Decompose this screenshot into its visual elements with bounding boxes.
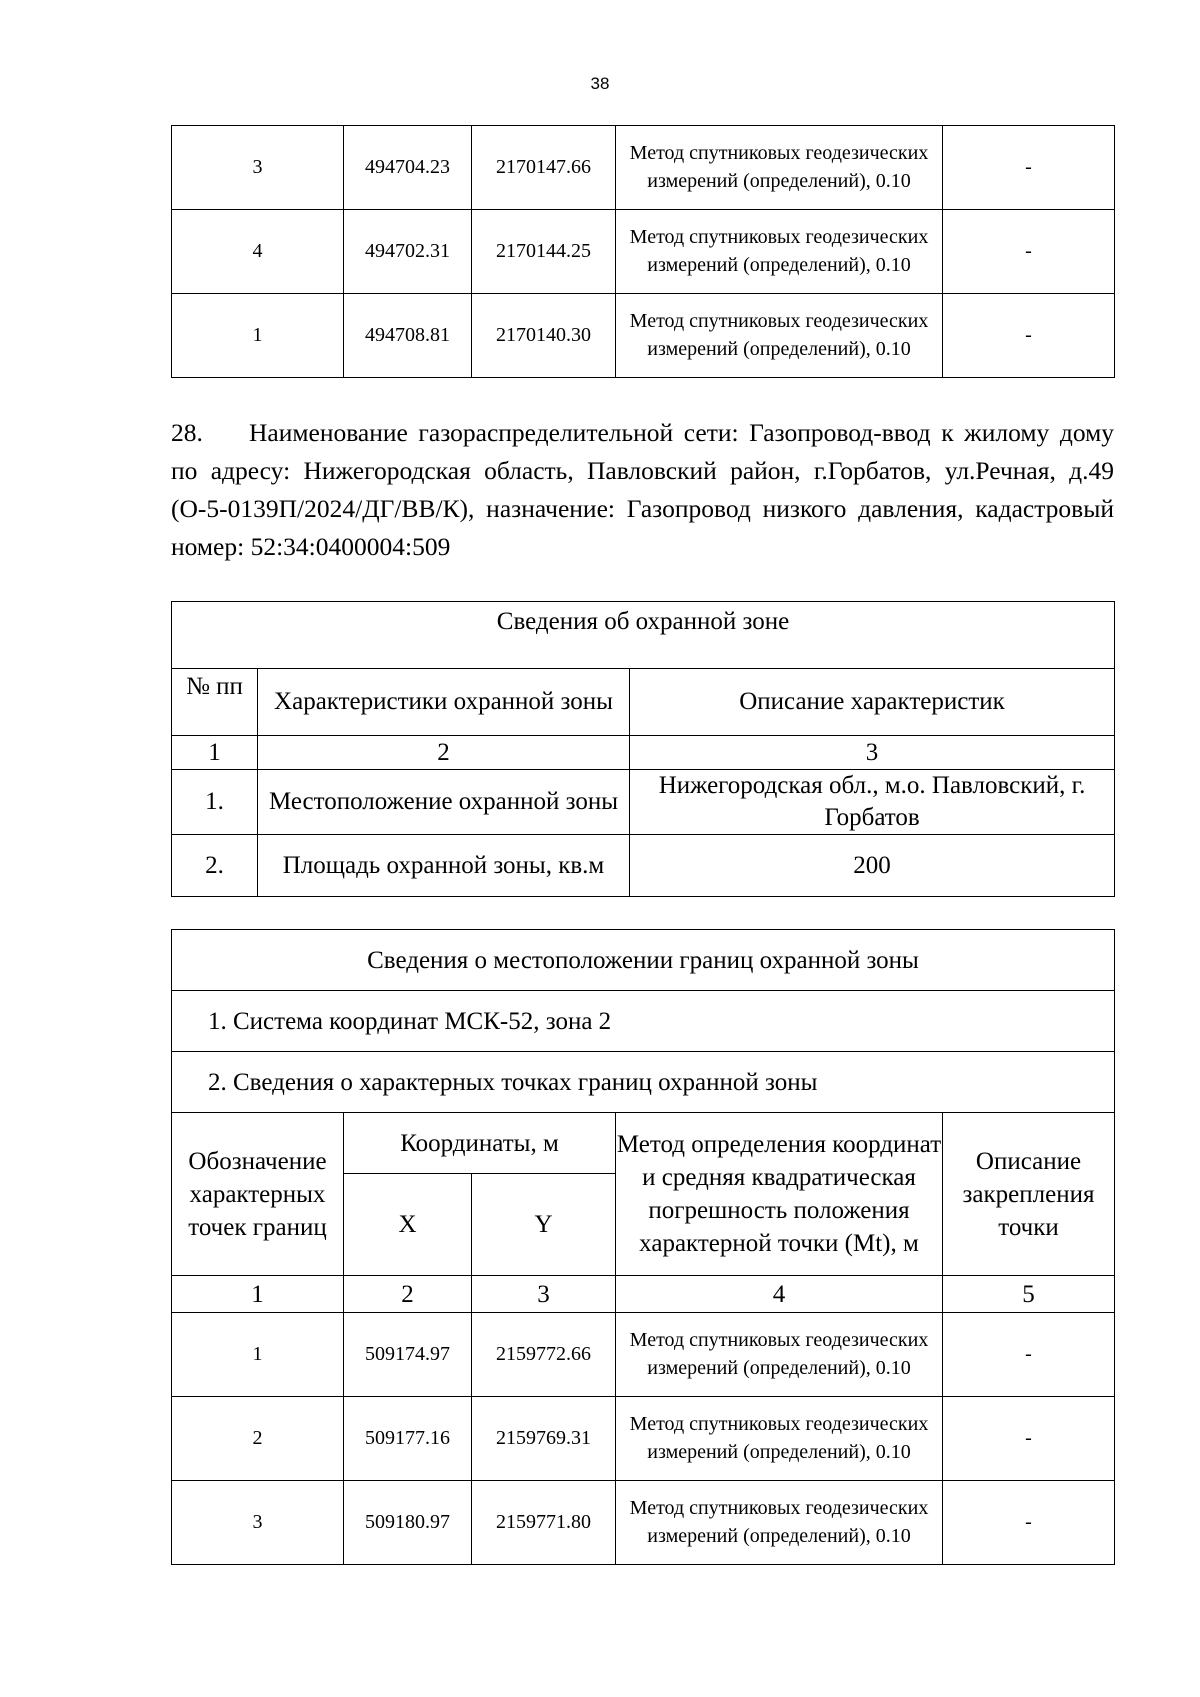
y-cell: 2159772.66 bbox=[472, 1313, 616, 1397]
table-row bbox=[172, 1313, 1115, 1397]
table-row bbox=[172, 1481, 1115, 1565]
table-row bbox=[172, 126, 1115, 210]
row-characteristic: Местоположение охранной зоны bbox=[258, 770, 630, 835]
point-cell: 4 bbox=[172, 210, 344, 294]
fix-cell: - bbox=[943, 1313, 1115, 1397]
table-row bbox=[172, 991, 1115, 1052]
method-cell: Метод спутниковых геодезических измерений (определений), 0.10 bbox=[616, 210, 943, 294]
header-y: Y bbox=[472, 1174, 616, 1276]
section-text: Наименование газораспределительной сети: Газопровод-ввод к жилому дому по адресу: Нижегородская область, Павловский район, г.Горбатов, ул.Речная, д.49 (О-5-0139П/2024/ДГ/ВВ/К), назначение: Газопровод низкого давления, кадастровый номер: 52:34:0400004:509 bbox=[171, 418, 1114, 561]
row-number: 2. bbox=[172, 835, 258, 897]
column-number: 2 bbox=[344, 1276, 472, 1313]
table-row bbox=[172, 1397, 1115, 1481]
point-cell: 3 bbox=[172, 1481, 344, 1565]
boundary-table-title: Сведения о местоположении границ охранной зоны bbox=[172, 930, 1115, 991]
table-row bbox=[172, 770, 1115, 835]
x-cell: 509174.97 bbox=[344, 1313, 472, 1397]
point-cell: 3 bbox=[172, 126, 344, 210]
y-cell: 2170140.30 bbox=[472, 294, 616, 378]
header-characteristics: Характеристики охранной зоны bbox=[258, 669, 630, 736]
fix-cell: - bbox=[943, 210, 1115, 294]
x-cell: 509177.16 bbox=[344, 1397, 472, 1481]
table-row bbox=[172, 835, 1115, 897]
method-cell: Метод спутниковых геодезических измерений (определений), 0.10 bbox=[616, 1313, 943, 1397]
y-cell: 2170147.66 bbox=[472, 126, 616, 210]
column-number: 5 bbox=[943, 1276, 1115, 1313]
point-cell: 1 bbox=[172, 294, 344, 378]
method-cell: Метод спутниковых геодезических измерений (определений), 0.10 bbox=[616, 126, 943, 210]
column-number: 1 bbox=[172, 1276, 344, 1313]
column-number: 4 bbox=[616, 1276, 943, 1313]
boundary-location-table bbox=[171, 929, 1115, 1565]
row-description: 200 bbox=[630, 835, 1115, 897]
y-cell: 2159771.80 bbox=[472, 1481, 616, 1565]
points-title: 2. Сведения о характерных точках границ охранной зоны bbox=[172, 1052, 1115, 1113]
column-number-row bbox=[172, 736, 1115, 770]
x-cell: 494702.31 bbox=[344, 210, 472, 294]
header-designation: Обозначение характерных точек границ bbox=[172, 1113, 344, 1276]
zone-info-table bbox=[171, 601, 1115, 897]
row-number: 1. bbox=[172, 770, 258, 835]
column-number-row bbox=[172, 1276, 1115, 1313]
column-number: 3 bbox=[472, 1276, 616, 1313]
x-cell: 494708.81 bbox=[344, 294, 472, 378]
point-cell: 2 bbox=[172, 1397, 344, 1481]
y-cell: 2170144.25 bbox=[472, 210, 616, 294]
method-cell: Метод спутниковых геодезических измерений (определений), 0.10 bbox=[616, 1397, 943, 1481]
table-title-row bbox=[172, 602, 1115, 669]
column-number: 3 bbox=[630, 736, 1115, 770]
coordinate-system: 1. Система координат МСК-52, зона 2 bbox=[172, 991, 1115, 1052]
method-cell: Метод спутниковых геодезических измерений (определений), 0.10 bbox=[616, 294, 943, 378]
header-coordinates: Координаты, м bbox=[344, 1113, 616, 1174]
column-number: 2 bbox=[258, 736, 630, 770]
fix-cell: - bbox=[943, 1481, 1115, 1565]
row-characteristic: Площадь охранной зоны, кв.м bbox=[258, 835, 630, 897]
row-description: Нижегородская обл., м.о. Павловский, г. Горбатов bbox=[630, 770, 1115, 835]
table-row bbox=[172, 1052, 1115, 1113]
y-cell: 2159769.31 bbox=[472, 1397, 616, 1481]
header-number: № пп bbox=[172, 669, 258, 736]
header-method: Метод определения координат и средняя квадратическая погрешность положения характерной точки (Mt), м bbox=[616, 1113, 943, 1276]
header-x: X bbox=[344, 1174, 472, 1276]
table-title-row bbox=[172, 930, 1115, 991]
top-coordinates-table bbox=[171, 125, 1115, 378]
method-cell: Метод спутниковых геодезических измерений (определений), 0.10 bbox=[616, 1481, 943, 1565]
fix-cell: - bbox=[943, 1397, 1115, 1481]
header-description: Описание характеристик bbox=[630, 669, 1115, 736]
table-header-row bbox=[172, 669, 1115, 736]
section-paragraph bbox=[171, 414, 1114, 566]
point-cell: 1 bbox=[172, 1313, 344, 1397]
fix-cell: - bbox=[943, 126, 1115, 210]
zone-table-title: Сведения об охранной зоне bbox=[172, 602, 1115, 669]
header-fix: Описание закрепления точки bbox=[943, 1113, 1115, 1276]
fix-cell: - bbox=[943, 294, 1115, 378]
page-number: 38 bbox=[590, 74, 610, 93]
column-number: 1 bbox=[172, 736, 258, 770]
table-header-row bbox=[172, 1113, 1115, 1174]
x-cell: 494704.23 bbox=[344, 126, 472, 210]
table-row bbox=[172, 210, 1115, 294]
section-number: 28. bbox=[171, 418, 203, 447]
x-cell: 509180.97 bbox=[344, 1481, 472, 1565]
table-row bbox=[172, 294, 1115, 378]
